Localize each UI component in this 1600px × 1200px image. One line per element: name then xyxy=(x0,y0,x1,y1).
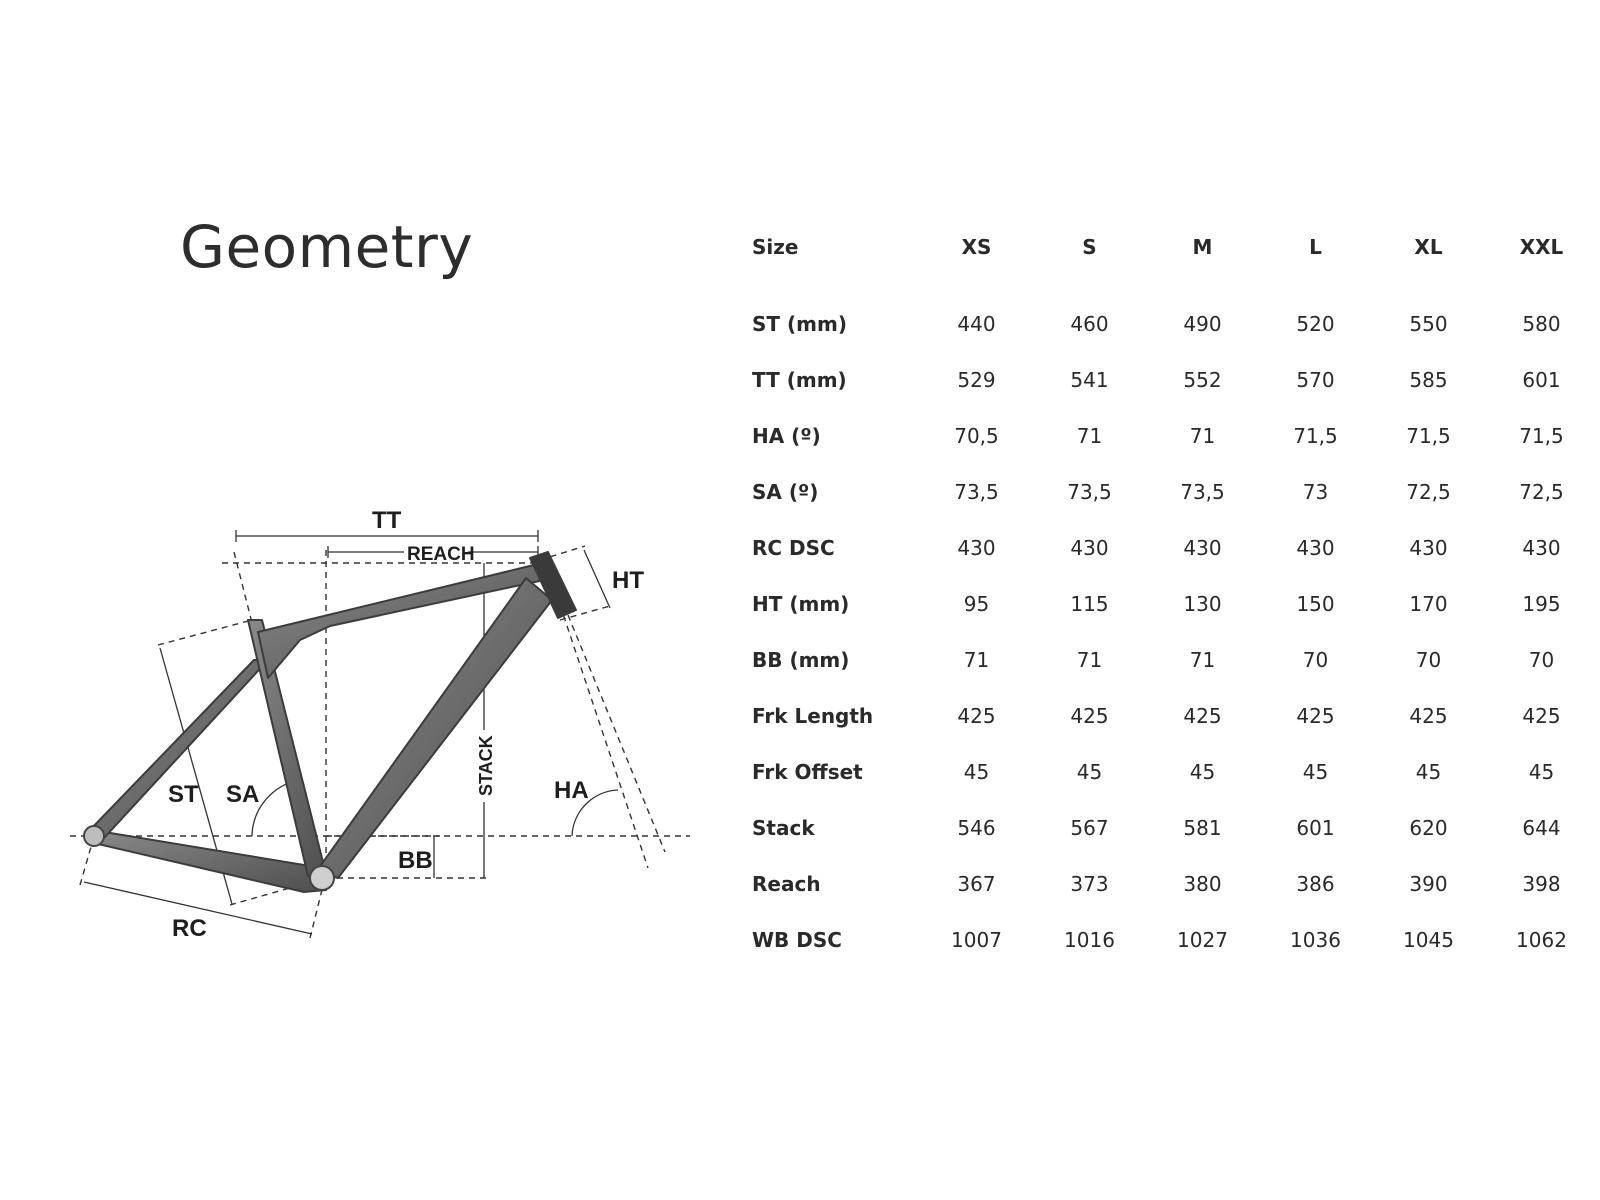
table-cell: 72,5 xyxy=(1519,480,1564,504)
page-title: Geometry xyxy=(180,213,474,281)
table-cell: 425 xyxy=(957,704,996,728)
table-cell: 601 xyxy=(1296,816,1335,840)
table-cell: 1027 xyxy=(1177,928,1228,952)
table-cell: 398 xyxy=(1522,872,1561,896)
table-cell: 425 xyxy=(1183,704,1222,728)
table-cell: 644 xyxy=(1522,816,1561,840)
table-cell: 380 xyxy=(1183,872,1222,896)
table-cell: 490 xyxy=(1183,312,1222,336)
table-cell: 45 xyxy=(1415,760,1442,784)
st-label: ST xyxy=(168,781,199,808)
frame-geometry-diagram xyxy=(0,480,720,960)
seatstay xyxy=(88,660,268,838)
size-l-header: L xyxy=(1309,235,1322,259)
row-label: ST (mm) xyxy=(752,312,847,336)
table-cell: 552 xyxy=(1183,368,1222,392)
table-cell: 73,5 xyxy=(1067,480,1112,504)
bb-label: BB xyxy=(398,847,433,874)
size-m-header: M xyxy=(1192,235,1213,259)
table-cell: 71 xyxy=(1189,424,1216,448)
st-extension-top xyxy=(158,620,252,645)
table-row xyxy=(752,296,1598,352)
table-cell: 73 xyxy=(1302,480,1329,504)
table-cell: 460 xyxy=(1070,312,1109,336)
table-cell: 601 xyxy=(1522,368,1561,392)
table-cell: 570 xyxy=(1296,368,1335,392)
table-cell: 430 xyxy=(957,536,996,560)
geometry-table xyxy=(752,218,1598,968)
table-cell: 425 xyxy=(1296,704,1335,728)
table-row xyxy=(752,912,1598,968)
table-cell: 45 xyxy=(1189,760,1216,784)
table-row xyxy=(752,464,1598,520)
table-cell: 71,5 xyxy=(1293,424,1338,448)
size-xs-header: XS xyxy=(961,235,992,259)
table-cell: 430 xyxy=(1183,536,1222,560)
table-cell: 430 xyxy=(1296,536,1335,560)
row-label: SA (º) xyxy=(752,480,819,504)
table-cell: 95 xyxy=(963,592,990,616)
seat-tube xyxy=(248,620,326,876)
sa-label: SA xyxy=(226,781,260,808)
row-label: Frk Offset xyxy=(752,760,863,784)
table-cell: 620 xyxy=(1409,816,1448,840)
table-cell: 520 xyxy=(1296,312,1335,336)
table-cell: 425 xyxy=(1409,704,1448,728)
table-cell: 1016 xyxy=(1064,928,1115,952)
table-cell: 170 xyxy=(1409,592,1448,616)
table-cell: 386 xyxy=(1296,872,1335,896)
table-cell: 1045 xyxy=(1403,928,1454,952)
table-cell: 529 xyxy=(957,368,996,392)
table-cell: 580 xyxy=(1522,312,1561,336)
table-cell: 71 xyxy=(1076,648,1103,672)
table-cell: 550 xyxy=(1409,312,1448,336)
size-xl-header: XL xyxy=(1414,235,1443,259)
table-cell: 425 xyxy=(1070,704,1109,728)
bottom-bracket xyxy=(310,866,334,890)
table-row xyxy=(752,520,1598,576)
row-label: WB DSC xyxy=(752,928,842,952)
row-label: HA (º) xyxy=(752,424,821,448)
table-row xyxy=(752,688,1598,744)
row-label: Stack xyxy=(752,816,815,840)
ht-label: HT xyxy=(612,567,644,594)
row-label: Frk Length xyxy=(752,704,874,728)
reach-label: REACH xyxy=(407,544,475,565)
table-cell: 73,5 xyxy=(1180,480,1225,504)
table-cell: 567 xyxy=(1070,816,1109,840)
chainstay xyxy=(92,830,326,892)
table-cell: 581 xyxy=(1183,816,1222,840)
table-cell: 430 xyxy=(1522,536,1561,560)
rc-extension-left xyxy=(80,840,93,885)
table-cell: 115 xyxy=(1070,592,1109,616)
table-cell: 130 xyxy=(1183,592,1222,616)
table-cell: 72,5 xyxy=(1406,480,1451,504)
size-xxl-header: XXL xyxy=(1519,235,1564,259)
table-cell: 71,5 xyxy=(1406,424,1451,448)
table-cell: 585 xyxy=(1409,368,1448,392)
table-cell: 45 xyxy=(1528,760,1555,784)
table-row xyxy=(752,744,1598,800)
table-row xyxy=(752,856,1598,912)
row-label: RC DSC xyxy=(752,536,835,560)
table-cell: 70 xyxy=(1302,648,1329,672)
row-label: HT (mm) xyxy=(752,592,850,616)
table-row xyxy=(752,352,1598,408)
table-cell: 71 xyxy=(963,648,990,672)
table-cell: 390 xyxy=(1409,872,1448,896)
tt-label: TT xyxy=(372,507,402,534)
table-cell: 195 xyxy=(1522,592,1561,616)
row-label: TT (mm) xyxy=(752,368,847,392)
table-cell: 1036 xyxy=(1290,928,1341,952)
table-cell: 373 xyxy=(1070,872,1109,896)
table-cell: 430 xyxy=(1409,536,1448,560)
table-cell: 45 xyxy=(1302,760,1329,784)
table-cell: 70 xyxy=(1415,648,1442,672)
ha-label: HA xyxy=(554,777,589,804)
size-s-header: S xyxy=(1082,235,1097,259)
table-cell: 367 xyxy=(957,872,996,896)
table-cell: 71 xyxy=(1189,648,1216,672)
table-cell: 425 xyxy=(1522,704,1561,728)
table-row xyxy=(752,800,1598,856)
size-header: Size xyxy=(752,235,799,259)
row-label: Reach xyxy=(752,872,821,896)
rc-label: RC xyxy=(172,915,207,942)
table-row xyxy=(752,576,1598,632)
down-tube xyxy=(316,578,552,878)
table-cell: 45 xyxy=(1076,760,1103,784)
stack-label: STACK xyxy=(476,735,496,796)
table-cell: 150 xyxy=(1296,592,1335,616)
table-body xyxy=(752,276,1598,968)
table-cell: 1062 xyxy=(1516,928,1567,952)
table-cell: 1007 xyxy=(951,928,1002,952)
rear-dropout xyxy=(84,826,104,846)
table-cell: 45 xyxy=(963,760,990,784)
table-cell: 70 xyxy=(1528,648,1555,672)
table-header-row xyxy=(752,218,1598,276)
table-cell: 71 xyxy=(1076,424,1103,448)
row-label: BB (mm) xyxy=(752,648,850,672)
steer-axis-line-2 xyxy=(568,615,665,852)
table-cell: 71,5 xyxy=(1519,424,1564,448)
table-cell: 546 xyxy=(957,816,996,840)
table-row xyxy=(752,408,1598,464)
table-cell: 541 xyxy=(1070,368,1109,392)
table-row xyxy=(752,632,1598,688)
table-cell: 73,5 xyxy=(954,480,999,504)
table-cell: 430 xyxy=(1070,536,1109,560)
ht-dimension xyxy=(584,550,610,608)
table-cell: 70,5 xyxy=(954,424,999,448)
bike-frame xyxy=(88,552,576,892)
table-cell: 440 xyxy=(957,312,996,336)
